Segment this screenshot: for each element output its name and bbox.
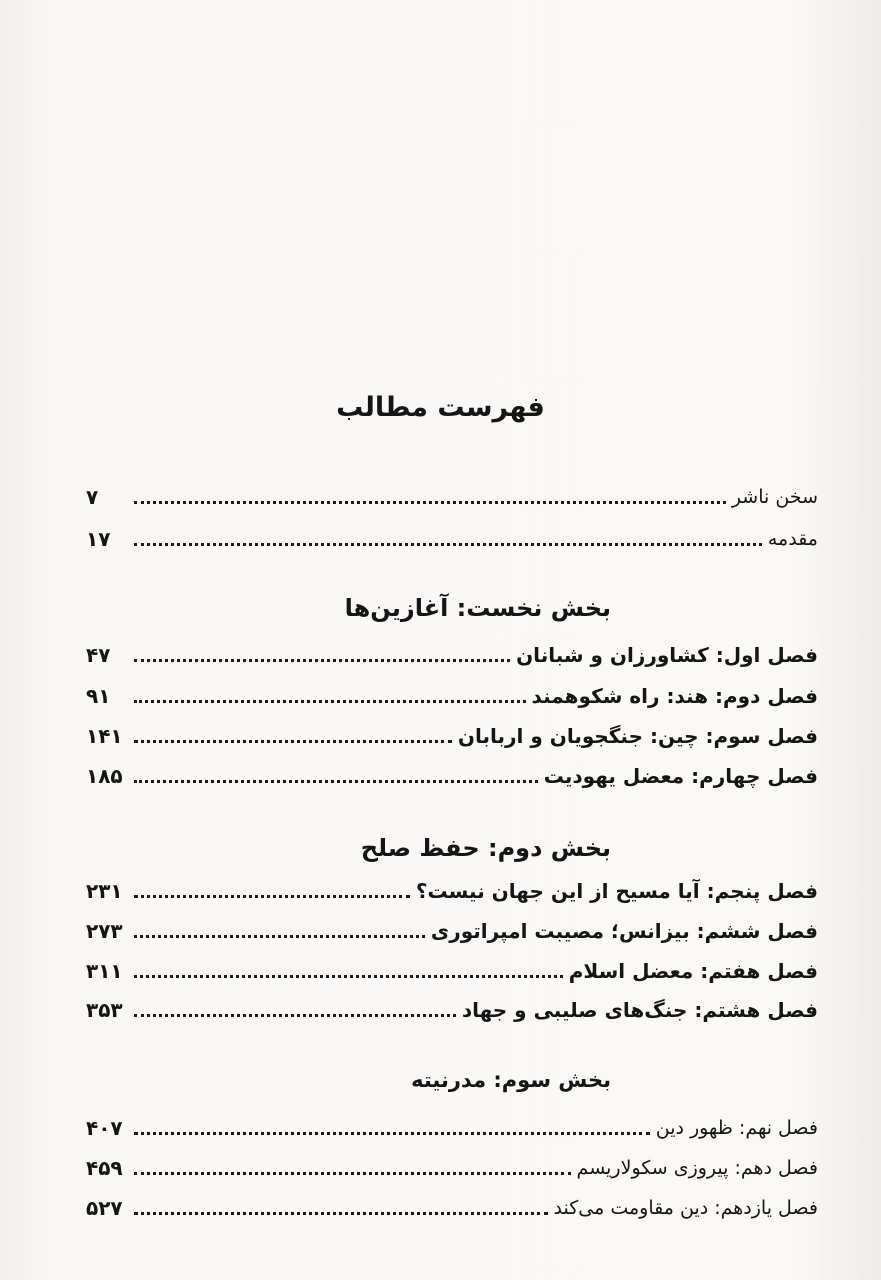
toc-page-number: ۲۷۳: [86, 919, 123, 943]
dot-leader: [134, 740, 452, 743]
section-heading-2: بخش دوم: حفظ صلح: [360, 834, 611, 862]
dot-leader: [134, 700, 526, 703]
toc-entry-chapter-7[interactable]: [86, 954, 818, 984]
toc-entry-chapter-3[interactable]: [86, 719, 818, 749]
toc-entry-chapter-4[interactable]: [86, 759, 818, 789]
toc-entry-chapter-9[interactable]: [86, 1111, 818, 1141]
dot-leader: [134, 1212, 548, 1215]
toc-entry-label: فصل یازدهم: دین مقاومت می‌کند: [553, 1197, 818, 1219]
toc-entry-label: فصل دهم: پیروزی سکولاریسم: [576, 1157, 818, 1179]
section-heading-3: بخش سوم: مدرنیته: [411, 1068, 611, 1092]
dot-leader: [134, 780, 538, 783]
dot-leader: [134, 1132, 650, 1135]
toc-entry-chapter-11[interactable]: [86, 1191, 818, 1221]
toc-entry-label: فصل ششم: بیزانس؛ مصیبت امپراتوری: [430, 919, 818, 943]
toc-page-number: ۹۱: [86, 684, 111, 708]
dot-leader: [134, 975, 563, 978]
dot-leader: [134, 1172, 571, 1175]
toc-entry-label: فصل پنجم: آیا مسیح از این جهان نیست؟: [415, 879, 818, 903]
toc-entry-label: فصل هشتم: جنگ‌های صلیبی و جهاد: [461, 998, 818, 1022]
toc-page-number: ۳۵۳: [86, 998, 123, 1022]
toc-entry-chapter-5[interactable]: [86, 874, 818, 904]
toc-page-number: ۳۱۱: [86, 959, 123, 983]
toc-entry-label: سخن ناشر: [731, 486, 818, 508]
toc-page-number: ۱۴۱: [86, 724, 123, 748]
toc-page-number: ۲۳۱: [86, 879, 123, 903]
dot-leader: [134, 935, 425, 938]
dot-leader: [134, 543, 762, 546]
toc-page-number: ۵۲۷: [86, 1196, 123, 1220]
toc-entry-label: فصل چهارم: معضل یهودیت: [543, 764, 818, 788]
toc-page-number: ۱۸۵: [86, 764, 123, 788]
toc-entry-label: فصل نهم: ظهور دین: [655, 1117, 818, 1139]
toc-entry-chapter-10[interactable]: [86, 1151, 818, 1181]
toc-entry-chapter-2[interactable]: [86, 679, 818, 709]
toc-page-number: ۴۰۷: [86, 1116, 123, 1140]
dot-leader: [134, 1014, 456, 1017]
toc-entry-label: مقدمه: [767, 528, 818, 550]
toc-entry-introduction[interactable]: [86, 522, 818, 552]
toc-entry-publisher-note[interactable]: [86, 480, 818, 510]
page-title: فهرست مطالب: [336, 392, 545, 423]
toc-page-number: ۱۷: [86, 527, 111, 551]
dot-leader: [134, 659, 510, 662]
toc-page-number: ۴۷: [86, 643, 111, 667]
toc-entry-label: فصل هفتم: معضل اسلام: [568, 959, 818, 983]
toc-entry-chapter-8[interactable]: [86, 993, 818, 1023]
toc-entry-chapter-6[interactable]: [86, 914, 818, 944]
toc-entry-label: فصل اول: کشاورزان و شبانان: [516, 643, 818, 667]
toc-entry-label: فصل سوم: چین: جنگجویان و اربابان: [457, 724, 818, 748]
toc-entry-label: فصل دوم: هند: راه شکوهمند: [531, 684, 818, 708]
section-heading-1: بخش نخست: آغازین‌ها: [344, 594, 611, 622]
toc-entry-chapter-1[interactable]: [86, 638, 818, 668]
dot-leader: [134, 501, 726, 504]
toc-page-number: ۴۵۹: [86, 1156, 123, 1180]
toc-page-number: ۷: [86, 485, 99, 509]
dot-leader: [134, 895, 410, 898]
